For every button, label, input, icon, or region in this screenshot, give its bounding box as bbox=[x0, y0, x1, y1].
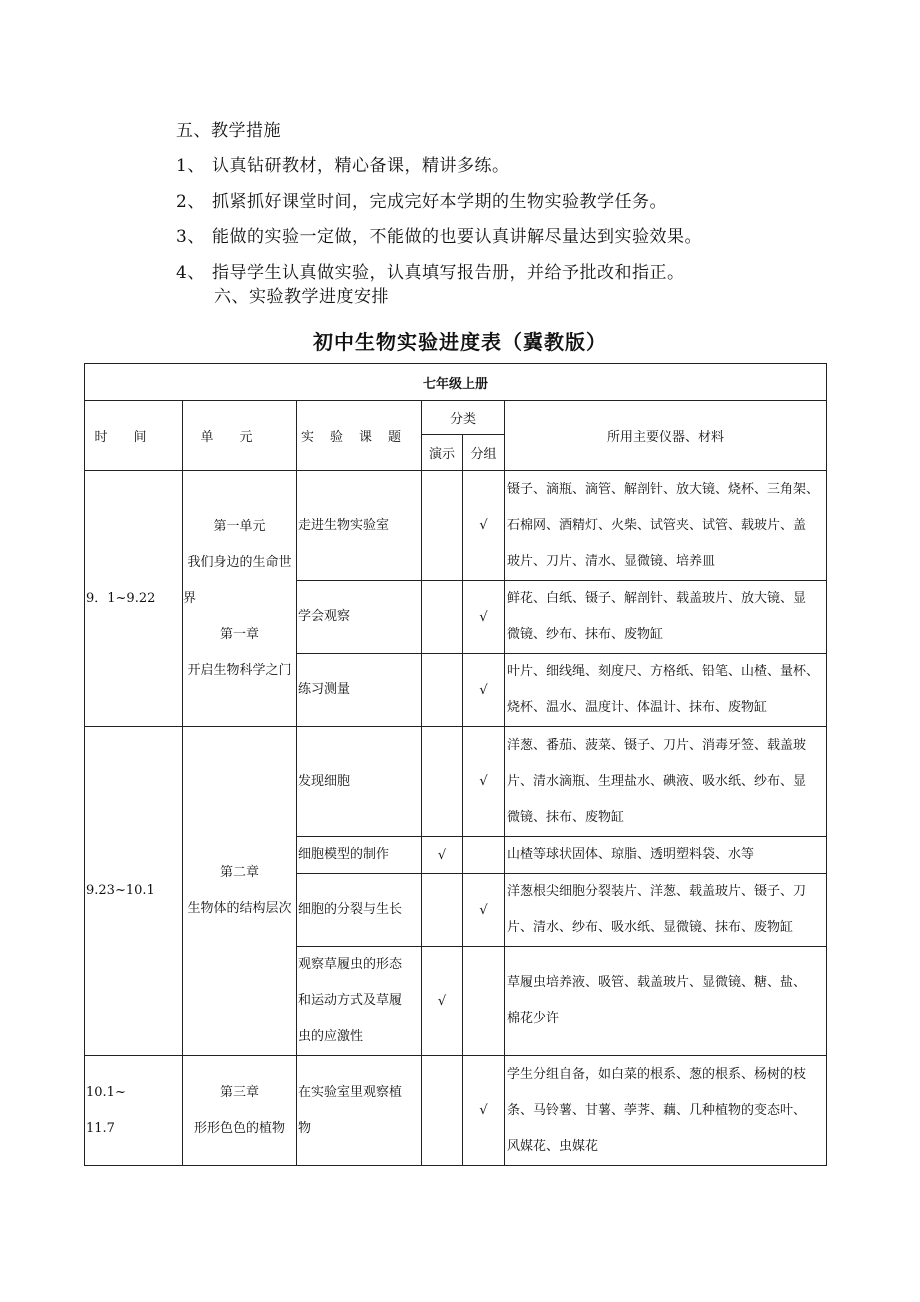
header-topic: 实验课题 bbox=[297, 401, 422, 471]
unit-line: 形形色色的植物 bbox=[193, 1120, 285, 1136]
demo-cell bbox=[422, 874, 463, 947]
materials-cell: 山楂等球状固体、琼脂、透明塑料袋、水等 bbox=[505, 837, 827, 874]
unit-line: 第一章 bbox=[219, 626, 259, 642]
measure-text: 认真钻研教材，精心备课，精讲多练。 bbox=[212, 156, 510, 176]
table-row bbox=[85, 727, 827, 837]
header-group: 分组 bbox=[463, 435, 505, 471]
topic-cell: 学会观察 bbox=[297, 581, 422, 654]
unit-line: 生物体的结构层次 bbox=[187, 901, 292, 916]
group-check: √ bbox=[463, 1056, 505, 1166]
unit-cell bbox=[183, 727, 297, 1056]
unit-cell bbox=[183, 471, 297, 727]
group-check: √ bbox=[463, 874, 505, 947]
unit-line: 我们身边的生命世 bbox=[187, 554, 292, 570]
schedule-table bbox=[84, 363, 827, 1166]
topic-cell: 走进生物实验室 bbox=[297, 471, 422, 581]
topic-cell: 发现细胞 bbox=[297, 727, 422, 837]
measure-item bbox=[176, 187, 667, 212]
topic-cell: 练习测量 bbox=[297, 654, 422, 727]
group-check: √ bbox=[463, 654, 505, 727]
materials-cell: 草履虫培养液、吸管、载盖玻片、显微镜、糖、盐、 棉花少许 bbox=[505, 947, 827, 1056]
header-category: 分类 bbox=[422, 401, 505, 435]
measure-item bbox=[176, 258, 685, 283]
group-cell bbox=[463, 947, 505, 1056]
materials-cell: 洋葱根尖细胞分裂装片、洋葱、载盖玻片、镊子、刀 片、清水、纱布、吸水纸、显微镜、抹布、废物缸 bbox=[505, 874, 827, 947]
demo-cell bbox=[422, 654, 463, 727]
time-cell: 9.23~10.1 bbox=[85, 727, 183, 1056]
materials-cell: 洋葱、番茄、菠菜、镊子、刀片、消毒牙签、载盖玻 片、清水滴瓶、生理盐水、碘液、吸水纸、纱布、显 微镜、抹布、废物缸 bbox=[505, 727, 827, 837]
measure-number: 4、 bbox=[176, 263, 205, 283]
topic-cell: 细胞模型的制作 bbox=[297, 837, 422, 874]
header-materials: 所用主要仪器、材料 bbox=[505, 401, 827, 471]
table-row bbox=[85, 471, 827, 581]
demo-check: √ bbox=[422, 837, 463, 874]
table-title: 初中生物实验进度表（冀教版） bbox=[313, 330, 607, 354]
unit-line: 界 bbox=[183, 590, 197, 606]
section-heading-schedule: 六、实验教学进度安排 bbox=[214, 287, 389, 307]
materials-cell: 叶片、细线绳、刻度尺、方格纸、铅笔、山楂、量杯、 烧杯、温水、温度计、体温计、抹布、废物缸 bbox=[505, 654, 827, 727]
group-check: √ bbox=[463, 581, 505, 654]
group-check: √ bbox=[463, 471, 505, 581]
topic-cell: 细胞的分裂与生长 bbox=[297, 874, 422, 947]
table-row bbox=[85, 1056, 827, 1166]
time-cell: 10.1~ 11.7 bbox=[85, 1056, 183, 1166]
section-heading-measures: 五、教学措施 bbox=[176, 121, 281, 141]
materials-cell: 学生分组自备，如白菜的根系、葱的根系、杨树的枝 条、马铃薯、甘薯、荸荠、藕、几种植物的变态叶、 风媒花、虫媒花 bbox=[505, 1056, 827, 1166]
unit-line: 第一单元 bbox=[213, 518, 266, 534]
measure-item bbox=[176, 222, 702, 247]
measure-number: 1、 bbox=[176, 156, 205, 176]
header-demo: 演示 bbox=[422, 435, 463, 471]
group-check: √ bbox=[463, 727, 505, 837]
grade-header: 七年级上册 bbox=[85, 364, 827, 401]
topic-cell: 在实验室里观察植 物 bbox=[297, 1056, 422, 1166]
unit-line: 第三章 bbox=[219, 1084, 259, 1100]
measure-number: 3、 bbox=[176, 227, 205, 247]
unit-cell bbox=[183, 1056, 297, 1166]
unit-line: 开启生物科学之门 bbox=[187, 662, 292, 678]
demo-cell bbox=[422, 471, 463, 581]
header-unit: 单元 bbox=[183, 401, 297, 471]
unit-line: 第二章 bbox=[219, 865, 259, 880]
measure-text: 能做的实验一定做，不能做的也要认真讲解尽量达到实验效果。 bbox=[212, 227, 702, 247]
materials-cell: 镊子、滴瓶、滴管、解剖针、放大镜、烧杯、三角架、 石棉网、酒精灯、火柴、试管夹、试管、载玻片、盖 玻片、刀片、清水、显微镜、培养皿 bbox=[505, 471, 827, 581]
measure-item bbox=[176, 151, 510, 176]
measure-text: 抓紧抓好课堂时间，完成完好本学期的生物实验教学任务。 bbox=[212, 192, 667, 212]
materials-cell: 鲜花、白纸、镊子、解剖针、载盖玻片、放大镜、显 微镜、纱布、抹布、废物缸 bbox=[505, 581, 827, 654]
demo-cell bbox=[422, 727, 463, 837]
demo-cell bbox=[422, 1056, 463, 1166]
measure-number: 2、 bbox=[176, 192, 205, 212]
demo-cell bbox=[422, 581, 463, 654]
header-time: 时间 bbox=[85, 401, 183, 471]
measure-text: 指导学生认真做实验，认真填写报告册，并给予批改和指正。 bbox=[212, 263, 685, 283]
time-cell: 9．1~9.22 bbox=[85, 471, 183, 727]
topic-cell: 观察草履虫的形态 和运动方式及草履 虫的应激性 bbox=[297, 947, 422, 1056]
group-cell bbox=[463, 837, 505, 874]
demo-check: √ bbox=[422, 947, 463, 1056]
